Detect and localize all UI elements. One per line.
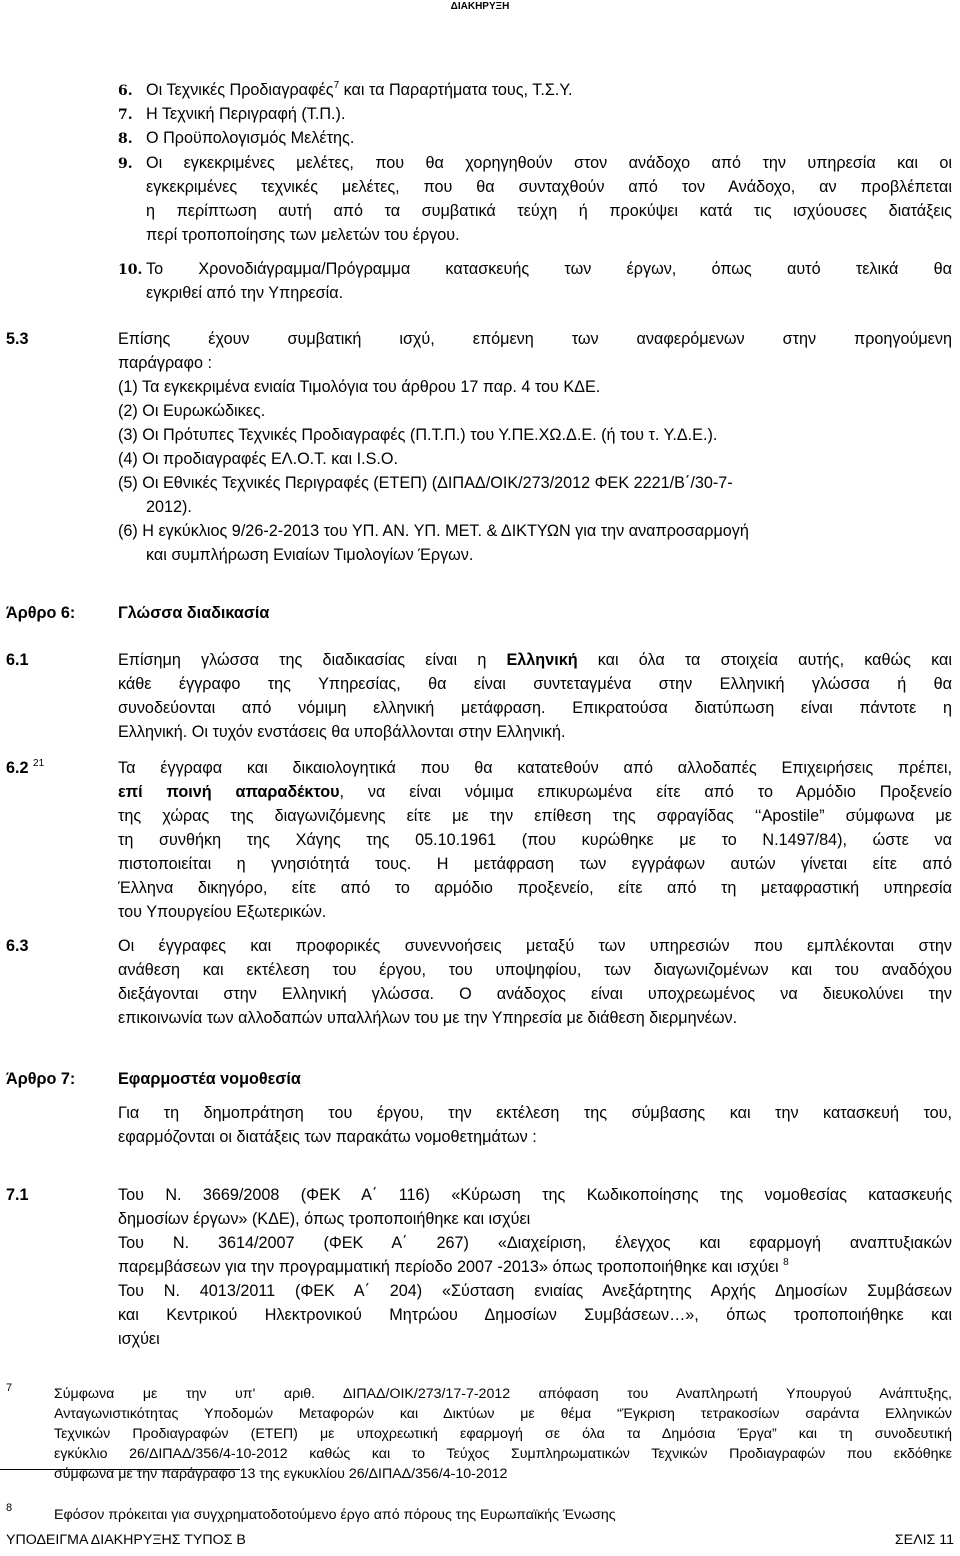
footnote-line: σύμφωνα με την παράγραφο 13 της εγκυκλίου 26/ΔΙΠΑΔ/356/4-10-2012 — [54, 1466, 508, 1482]
reference-item: (4) Οι προδιαγραφές ΕΛ.Ο.Τ. και I.S.O. — [118, 450, 399, 468]
footnote-number: 8 — [6, 1502, 13, 1514]
article-title: Γλώσσα διαδικασία — [118, 604, 270, 622]
article-label: Άρθρο 7: — [6, 1070, 76, 1088]
list-item-6: Οι Τεχνικές Προδιαγραφές$^7$ και τα Παραρτήματα τους, Τ.Σ.Υ. — [146, 80, 573, 99]
paragraph-line: Του Ν. 3669/2008 (ΦΕΚ Α΄ 116) «Κύρωση της Κωδικοποίησης της νομοθεσίας κατασκευής — [118, 1186, 952, 1204]
list-number: 9. — [118, 156, 133, 172]
reference-item: (3) Οι Πρότυπες Τεχνικές Προδιαγραφές (Π.Τ.Π.) του Υ.ΠΕ.ΧΩ.Δ.Ε. (ή του τ. Υ.Δ.Ε.). — [118, 426, 718, 444]
paragraph-line: Οι έγγραφες και προφορικές συνεννοήσεις μεταξύ των υπηρεσιών που εμπλέκονται στην — [118, 937, 952, 955]
reference-item-continued: 2012). — [146, 498, 192, 516]
list-number: 10. — [118, 262, 143, 278]
paragraph-line: Για τη δημοπράτηση του έργου, την εκτέλεση της σύμβασης και την κατασκευή του, — [118, 1104, 952, 1122]
section-number: 7.1 — [6, 1186, 29, 1204]
list-number: 7. — [118, 107, 133, 123]
list-number: 8. — [118, 131, 133, 147]
paragraph-line: τη συνθήκη της Χάγης της 05.10.1961 (που κυρώθηκε με το Ν.1497/84), ώστε να — [118, 831, 952, 849]
list-item-10-line: Το Χρονοδιάγραμμα/Πρόγραμμα κατασκευής των έργων, όπως αυτό τελικά θα — [146, 260, 952, 278]
paragraph-line: Επίσης έχουν συμβατική ισχύ, επόμενη των αναφερόμενων στην προηγούμενη — [118, 330, 952, 348]
list-item-8: Ο Προϋπολογισμός Μελέτης. — [146, 129, 355, 147]
list-number: 6. — [118, 83, 133, 99]
section-number: 6.2 $^{21}$ — [6, 758, 45, 777]
paragraph-line: Επίσημη γλώσσα της διαδικασίας είναι η Ελληνική και όλα τα στοιχεία αυτής, καθώς και — [118, 651, 952, 669]
footnote-line: Τεχνικών Προδιαγραφών (ΕΤΕΠ) με υποχρεωτική εφαρμογή σε όλα τα Δημόσια Έργα” και τη συνοδευτική — [54, 1426, 952, 1442]
list-item-10-line: εγκριθεί από την Υπηρεσία. — [146, 284, 344, 302]
paragraph-line: κάθε έγγραφο της Υπηρεσίας, θα είναι συντεταγμένα στην Ελληνική γλώσσα ή θα — [118, 675, 952, 693]
list-item-9-line: περί τροποποίησης των μελετών του έργου. — [146, 226, 460, 244]
footnote-number: 7 — [6, 1382, 13, 1394]
section-number: 6.1 — [6, 651, 29, 669]
article-label: Άρθρο 6: — [6, 604, 76, 622]
paragraph-line: συνοδεύονται από νόμιμη ελληνική μετάφραση. Επικρατούσα διατύπωση είναι πάντοτε η — [118, 699, 952, 717]
footnote-line: Εφόσον πρόκειται για συγχρηματοδοτούμενο έργο από πόρους της Ευρωπαϊκής Ένωσης — [54, 1507, 616, 1523]
reference-item-continued: και συμπλήρωση Ενιαίων Τιμολογίων Έργων. — [146, 546, 474, 564]
list-item-9-line: η περίπτωση αυτή από τα συμβατικά τεύχη ή προκύψει κατά τις ισχύουσες διατάξεις — [146, 202, 952, 220]
document-header: ΔΙΑΚΗΡΥΞΗ — [450, 1, 510, 12]
reference-item: (1) Τα εγκεκριμένα ενιαία Τιμολόγια του άρθρου 17 παρ. 4 του ΚΔΕ. — [118, 378, 601, 396]
footer-left: ΥΠΟΔΕΙΓΜΑ ΔΙΑΚΗΡΥΞΗΣ ΤΥΠΟΣ Β — [6, 1532, 246, 1548]
list-item-9-line: εγκεκριμένες τεχνικές μελέτες, που θα συνταχθούν από τον Ανάδοχο, αν προβλέπεται — [146, 178, 952, 196]
footnote-line: Σύμφωνα με την υπ' αριθ. ΔΙΠΑΔ/ΟΙΚ/273/17-7-2012 απόφαση του Αναπληρωτή Υπουργού Ανάπτυξης, — [54, 1386, 952, 1402]
footnote-line: εγκύκλιο 26/ΔΙΠΑΔ/356/4-10-2012 καθώς και το Τεύχος Συμπληρωματικών Τεχνικών Προδιαγραφών που εκδόθηκε — [54, 1446, 952, 1462]
footnote-ref-8[interactable]: 8 — [783, 1257, 789, 1268]
list-item-9-line: Οι εγκεκριμένες μελέτες, που θα χορηγηθούν στον ανάδοχο από την υπηρεσία και οι — [146, 154, 952, 172]
footnote-ref-7[interactable]: 7 — [333, 80, 340, 91]
paragraph-line: Τα έγγραφα και δικαιολογητικά που θα κατατεθούν από αλλοδαπές Επιχειρήσεις πρέπει, — [118, 759, 952, 777]
paragraph-line: επικοινωνία των αλλοδαπών υπαλλήλων του με την Υπηρεσία με διάθεση διερμηνέων. — [118, 1009, 738, 1027]
paragraph-line: της χώρας της διαγωνιζόμενης είτε με την επίθεση της σφραγίδας ‘‘Apostile” σύμφωνα με — [118, 807, 952, 825]
paragraph-line: παρεμβάσεων για την προγραμματική περίοδο 2007 -2013» όπως τροποποιήθηκε και ισχύει $^8$ — [118, 1257, 789, 1276]
paragraph-line: διεξάγονται στην Ελληνική γλώσσα. Ο ανάδοχος είναι υποχρεωμένος να διευκολύνει την — [118, 985, 952, 1003]
reference-item: (5) Οι Εθνικές Τεχνικές Περιγραφές (ΕΤΕΠ) (ΔΙΠΑΔ/ΟΙΚ/273/2012 ΦΕΚ 2221/Β΄/30-7- — [118, 474, 733, 492]
section-number: 6.3 — [6, 937, 29, 955]
reference-item: (2) Οι Ευρωκώδικες. — [118, 402, 266, 420]
reference-item: (6) Η εγκύκλιος 9/26-2-2013 του ΥΠ. ΑΝ. ΥΠ. ΜΕΤ. & ΔΙΚΤΥΩΝ για την αναπροσαρμογή — [118, 522, 749, 540]
paragraph-line: επί ποινή απαραδέκτου, να είναι νόμιμα επικυρωμένα είτε από το Αρμόδιο Προξενείο — [118, 783, 952, 801]
paragraph-line: δημοσίων έργων» (ΚΔΕ), όπως τροποποιήθηκε και ισχύει — [118, 1210, 531, 1228]
footnote-line: Ανταγωνιστικότητας Υποδομών Μεταφορών και Δικτύων με θέμα “Έγκριση τετρακοσίων σαράντα Ελληνικών — [54, 1406, 952, 1422]
article-title: Εφαρμοστέα νομοθεσία — [118, 1070, 301, 1088]
paragraph-line: και Κεντρικού Ηλεκτρονικού Μητρώου Δημοσίων Συμβάσεων…», όπως τροποποιήθηκε και — [118, 1306, 952, 1324]
list-item-7: Η Τεχνική Περιγραφή (Τ.Π.). — [146, 105, 346, 123]
paragraph-line: ισχύει — [118, 1330, 160, 1348]
section-number: 5.3 — [6, 330, 29, 348]
paragraph-line: Ελληνική. Οι τυχόν ενστάσεις θα υποβάλλονται στην Ελληνική. — [118, 723, 566, 741]
paragraph-line: εφαρμόζονται οι διατάξεις των παρακάτω νομοθετημάτων : — [118, 1128, 537, 1146]
paragraph-line: Του Ν. 3614/2007 (ΦΕΚ Α΄ 267) «Διαχείριση, έλεγχος και εφαρμογή αναπτυξιακών — [118, 1234, 952, 1252]
paragraph-line: ανάθεση και εκτέλεση του έργου, του υποψηφίου, των διαγωνιζομένων και του αναδόχου — [118, 961, 952, 979]
paragraph-line: Έλληνα δικηγόρο, είτε από το αρμόδιο προξενείο, είτε από τη μεταφραστική υπηρεσία — [118, 879, 952, 897]
paragraph-line: πιστοποιείται η γνησιότητά τους. Η μετάφραση των εγγράφων αυτών γίνεται είτε από — [118, 855, 952, 873]
page-number: ΣΕΛΙΣ 11 — [894, 1532, 954, 1548]
paragraph-line: παράγραφο : — [118, 354, 213, 372]
paragraph-line: του Υπουργείου Εξωτερικών. — [118, 903, 327, 921]
paragraph-line: Του Ν. 4013/2011 (ΦΕΚ Α΄ 204) «Σύσταση ενιαίας Ανεξάρτητης Αρχής Δημοσίων Συμβάσεων — [118, 1282, 952, 1300]
footnote-ref-21[interactable]: 21 — [33, 758, 45, 769]
